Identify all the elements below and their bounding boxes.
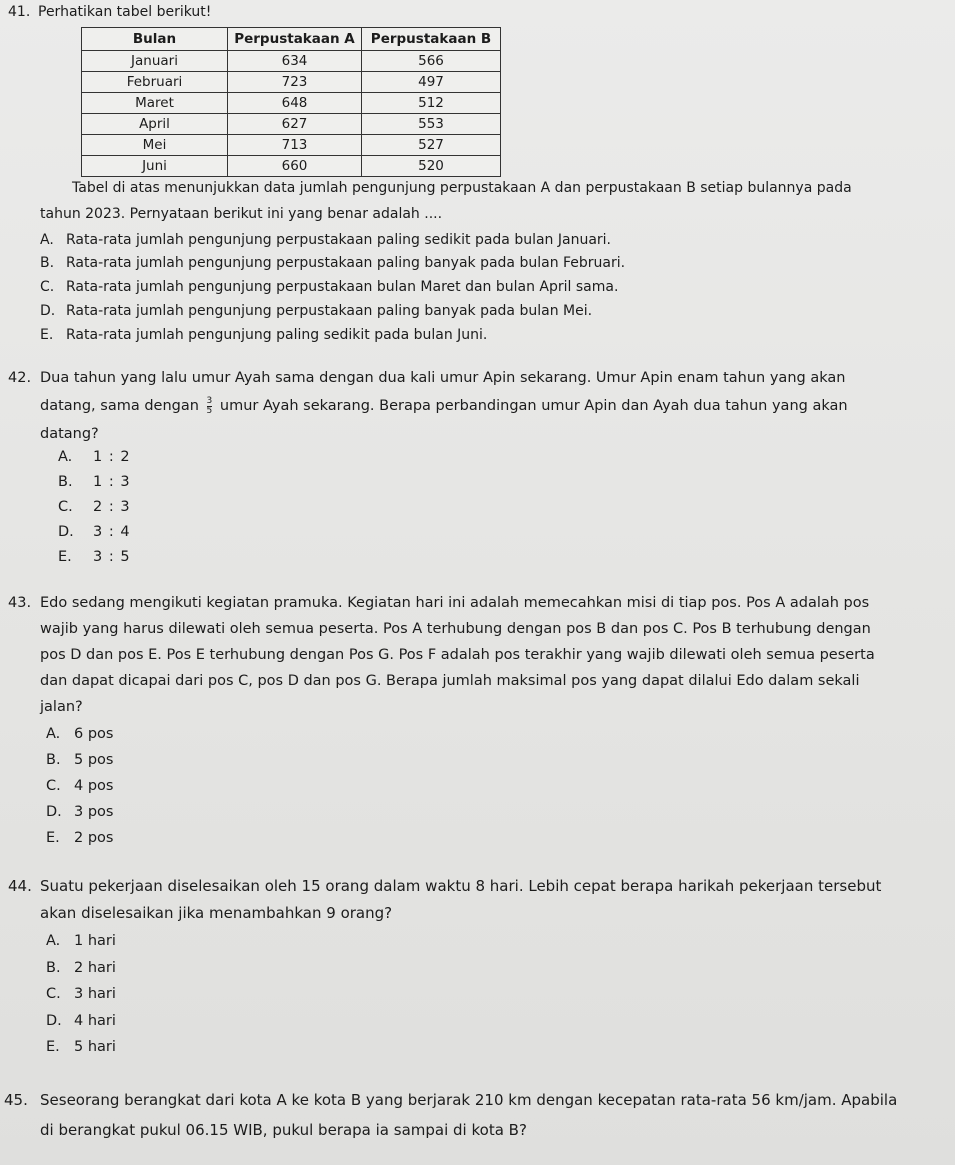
q44-option-b[interactable]: [46, 960, 116, 976]
table-cell: 723: [228, 72, 362, 93]
q41-option-a[interactable]: [40, 232, 611, 248]
table-cell: 497: [362, 72, 501, 93]
q41-header: [8, 4, 211, 20]
q41-option-b[interactable]: [40, 255, 625, 271]
q43-line4: dan dapat dicapai dari pos C, pos D dan pos G. Berapa jumlah maksimal pos yang dapat dilalui Edo dalam sekali: [40, 673, 860, 689]
table-header-cell: Perpustakaan B: [362, 28, 501, 51]
table-cell: 566: [362, 51, 501, 72]
q43-option-a[interactable]: [46, 726, 113, 742]
option-label: D.: [40, 303, 56, 319]
option-label: E.: [58, 549, 72, 565]
q43-option-c[interactable]: [46, 778, 113, 794]
option-text: 4 hari: [74, 1013, 116, 1029]
option-text: 1 : 3: [93, 474, 131, 490]
q42-option-b[interactable]: [58, 474, 131, 490]
q42-text-1: Dua tahun yang lalu umur Ayah sama dengan dua kali umur Apin sekarang. Umur Apin enam tahun yang akan: [40, 370, 846, 386]
option-label: C.: [40, 279, 55, 295]
q45-line1: [4, 1088, 897, 1114]
table-cell: 660: [228, 156, 362, 177]
table-cell: April: [82, 114, 228, 135]
q42-line2: [40, 394, 848, 420]
option-text: 1 : 2: [93, 449, 131, 465]
option-text: 5 pos: [74, 752, 114, 768]
visitor-table: [81, 27, 501, 177]
option-label: E.: [46, 830, 60, 846]
option-label: C.: [46, 986, 61, 1002]
table-row: [82, 135, 501, 156]
option-text: 6 pos: [74, 726, 114, 742]
option-label: B.: [46, 752, 61, 768]
q44-option-a[interactable]: [46, 933, 116, 949]
table-cell: 648: [228, 93, 362, 114]
table-header-cell: Bulan: [82, 28, 228, 51]
q43-text: Edo sedang mengikuti kegiatan pramuka. Kegiatan hari ini adalah memecahkan misi di tiap pos. Pos A adalah pos: [40, 595, 870, 611]
option-label: B.: [46, 960, 61, 976]
table-cell: 553: [362, 114, 501, 135]
q42-option-d[interactable]: [58, 524, 131, 540]
q43-option-b[interactable]: [46, 752, 113, 768]
option-label: A.: [46, 726, 61, 742]
option-text: 4 pos: [74, 778, 114, 794]
table-row: [82, 51, 501, 72]
q43-option-d[interactable]: [46, 804, 113, 820]
q45-number: 45.: [4, 1091, 28, 1109]
q41-intro: Perhatikan tabel berikut!: [38, 4, 212, 20]
q44-line1: [8, 874, 881, 900]
table-header-row: [82, 28, 501, 51]
option-text: 2 : 3: [93, 499, 131, 515]
option-label: C.: [46, 778, 61, 794]
option-label: E.: [40, 327, 54, 343]
q43-line1: [8, 591, 869, 617]
table-cell: Februari: [82, 72, 228, 93]
q41-description-line2: tahun 2023. Pernyataan berikut ini yang benar adalah ....: [40, 206, 443, 222]
option-label: D.: [46, 1013, 62, 1029]
option-text: Rata-rata jumlah pengunjung perpustakaan paling banyak pada bulan Mei.: [66, 303, 593, 319]
q44-line2: akan diselesaikan jika menambahkan 9 orang?: [40, 904, 393, 922]
option-label: C.: [58, 499, 73, 515]
option-text: 1 hari: [74, 933, 116, 949]
option-text: 2 pos: [74, 830, 114, 846]
q42-text-2b: umur Ayah sekarang. Berapa perbandingan umur Apin dan Ayah dua tahun yang akan: [219, 398, 848, 414]
option-text: Rata-rata jumlah pengunjung perpustakaan bulan Maret dan bulan April sama.: [66, 279, 619, 295]
q43-option-e[interactable]: [46, 830, 113, 846]
table-cell: Maret: [82, 93, 228, 114]
table-row: [82, 114, 501, 135]
q41-option-d[interactable]: [40, 303, 592, 319]
q42-option-a[interactable]: [58, 449, 131, 465]
table-cell: 713: [228, 135, 362, 156]
q41-option-c[interactable]: [40, 279, 618, 295]
table-header-cell: Perpustakaan A: [228, 28, 362, 51]
option-text: 3 : 5: [93, 549, 131, 565]
fraction-denominator: 5: [206, 405, 213, 416]
option-label: A.: [46, 933, 61, 949]
table-row: [82, 156, 501, 177]
q45-text: Seseorang berangkat dari kota A ke kota B yang berjarak 210 km dengan kecepatan rata-rata 56 km/jam. Apabila: [40, 1091, 898, 1109]
q42-text-2a: datang, sama dengan: [40, 398, 199, 414]
option-text: Rata-rata jumlah pengunjung perpustakaan paling banyak pada bulan Februari.: [66, 255, 626, 271]
table-cell: 634: [228, 51, 362, 72]
option-text: 3 : 4: [93, 524, 131, 540]
q41-number: 41.: [8, 4, 31, 20]
fraction: [207, 397, 213, 416]
q42-number: 42.: [8, 370, 32, 386]
table-row: [82, 93, 501, 114]
table-cell: Juni: [82, 156, 228, 177]
option-text: 3 pos: [74, 804, 114, 820]
q44-number: 44.: [8, 877, 32, 895]
q42-option-c[interactable]: [58, 499, 131, 515]
table-cell: 627: [228, 114, 362, 135]
q43-line5: jalan?: [40, 699, 83, 715]
table-cell: 520: [362, 156, 501, 177]
table-row: [82, 72, 501, 93]
table-cell: 527: [362, 135, 501, 156]
option-text: Rata-rata jumlah pengunjung perpustakaan paling sedikit pada bulan Januari.: [66, 232, 612, 248]
q43-line3: pos D dan pos E. Pos E terhubung dengan Pos G. Pos F adalah pos terakhir yang wajib dilewati oleh semua peserta: [40, 647, 875, 663]
q41-option-e[interactable]: [40, 327, 487, 343]
q44-option-e[interactable]: [46, 1039, 116, 1055]
q42-line1: [8, 366, 845, 392]
q43-line2: wajib yang harus dilewati oleh semua peserta. Pos A terhubung dengan pos B dan pos C. Pos B terhubung dengan: [40, 621, 871, 637]
option-text: 5 hari: [74, 1039, 116, 1055]
q44-option-c[interactable]: [46, 986, 116, 1002]
option-text: Rata-rata jumlah pengunjung paling sedikit pada bulan Juni.: [66, 327, 488, 343]
fraction-numerator: 3: [206, 395, 213, 406]
option-label: A.: [40, 232, 54, 248]
q44-text: Suatu pekerjaan diselesaikan oleh 15 orang dalam waktu 8 hari. Lebih cepat berapa harikah pekerjaan tersebut: [40, 877, 882, 895]
option-label: A.: [58, 449, 73, 465]
q43-number: 43.: [8, 595, 32, 611]
option-label: D.: [58, 524, 74, 540]
option-label: B.: [58, 474, 73, 490]
table-cell: 512: [362, 93, 501, 114]
q42-line3: datang?: [40, 426, 99, 442]
option-text: 3 hari: [74, 986, 116, 1002]
q41-description-line1: Tabel di atas menunjukkan data jumlah pengunjung perpustakaan A dan perpustakaan B setiap bulannya pada: [72, 180, 852, 196]
q44-option-d[interactable]: [46, 1013, 116, 1029]
option-label: E.: [46, 1039, 60, 1055]
q45-line2: di berangkat pukul 06.15 WIB, pukul berapa ia sampai di kota B?: [40, 1121, 527, 1139]
q42-option-e[interactable]: [58, 549, 131, 565]
table-cell: Mei: [82, 135, 228, 156]
option-label: B.: [40, 255, 55, 271]
option-text: 2 hari: [74, 960, 116, 976]
option-label: D.: [46, 804, 62, 820]
table-cell: Januari: [82, 51, 228, 72]
